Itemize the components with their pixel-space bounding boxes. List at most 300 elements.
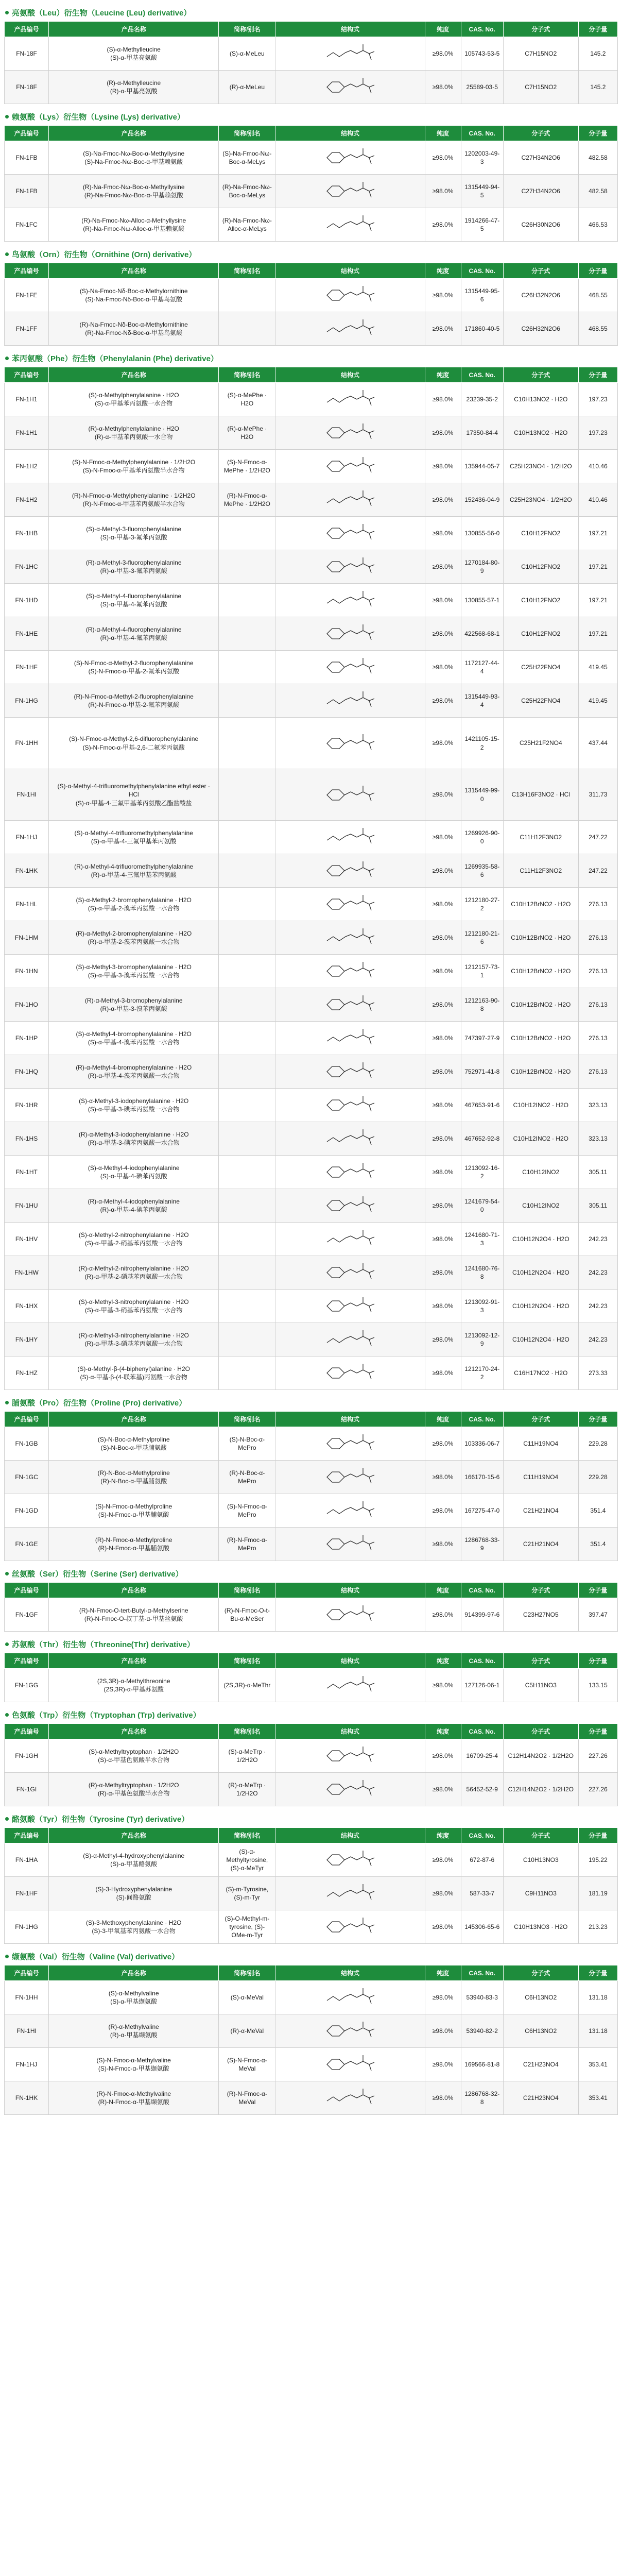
cell-cas: 135944-05-7 bbox=[461, 450, 503, 483]
cell-abbr bbox=[219, 1189, 275, 1223]
bullet-icon bbox=[5, 357, 9, 360]
cell-mw: 468.55 bbox=[578, 312, 617, 346]
column-header-name: 产品名称 bbox=[49, 1412, 219, 1427]
table-row bbox=[5, 2048, 618, 2081]
cell-mw: 419.45 bbox=[578, 651, 617, 684]
cell-formula: C25H23NO4 · 1/2H2O bbox=[503, 450, 578, 483]
cell-purity: ≥98.0% bbox=[425, 1461, 461, 1494]
cell-cas: 167275-47-0 bbox=[461, 1494, 503, 1528]
cell-purity: ≥98.0% bbox=[425, 1189, 461, 1223]
cell-abbr bbox=[219, 888, 275, 921]
cell-code: FN-1FB bbox=[5, 141, 49, 175]
column-header-name: 产品名称 bbox=[49, 126, 219, 141]
table-row bbox=[5, 1739, 618, 1773]
column-header-abbr: 简称/别名 bbox=[219, 1653, 275, 1669]
cell-cas: 1212157-73-1 bbox=[461, 955, 503, 988]
cell-abbr bbox=[219, 279, 275, 312]
column-header-mw: 分子量 bbox=[578, 1828, 617, 1843]
cell-mw: 276.13 bbox=[578, 1022, 617, 1055]
product-table bbox=[4, 21, 618, 104]
cell-cas: 1269935-58-6 bbox=[461, 854, 503, 888]
table-row bbox=[5, 854, 618, 888]
column-header-purity: 纯度 bbox=[425, 126, 461, 141]
cell-formula: C21H23NO4 bbox=[503, 2048, 578, 2081]
column-header-code: 产品编号 bbox=[5, 1583, 49, 1598]
cell-code: FN-1FF bbox=[5, 312, 49, 346]
table-row bbox=[5, 1290, 618, 1323]
cell-formula: C10H12FNO2 bbox=[503, 584, 578, 617]
structure-cell bbox=[275, 1910, 425, 1944]
structure-icon bbox=[317, 1091, 384, 1120]
cell-purity: ≥98.0% bbox=[425, 1427, 461, 1461]
structure-cell bbox=[275, 1189, 425, 1223]
cell-cas: 1212163-90-8 bbox=[461, 988, 503, 1022]
structure-icon bbox=[317, 686, 384, 715]
structure-cell bbox=[275, 1290, 425, 1323]
cell-mw: 145.2 bbox=[578, 37, 617, 71]
cell-purity: ≥98.0% bbox=[425, 1055, 461, 1089]
column-header-mw: 分子量 bbox=[578, 22, 617, 37]
cell-formula: C12H14N2O2 · 1/2H2O bbox=[503, 1739, 578, 1773]
section-title-text: 色氨酸（Trp）衍生物（Tryptophan (Trp) derivative） bbox=[12, 1711, 201, 1720]
cell-mw: 466.53 bbox=[578, 208, 617, 242]
cell-purity: ≥98.0% bbox=[425, 37, 461, 71]
cell-mw: 482.58 bbox=[578, 175, 617, 208]
bullet-icon bbox=[5, 1713, 9, 1717]
cell-formula: C10H12FNO2 bbox=[503, 617, 578, 651]
structure-cell bbox=[275, 1357, 425, 1390]
cell-abbr bbox=[219, 718, 275, 769]
bullet-icon bbox=[5, 11, 9, 14]
column-header-formula: 分子式 bbox=[503, 1412, 578, 1427]
cell-abbr: (S)-α-MeTrp · 1/2H2O bbox=[219, 1739, 275, 1773]
cell-formula: C12H14N2O2 · 1/2H2O bbox=[503, 1773, 578, 1806]
cell-code: FN-1HT bbox=[5, 1156, 49, 1189]
cell-formula: C10H12N2O4 · H2O bbox=[503, 1223, 578, 1256]
cell-formula: C11H19NO4 bbox=[503, 1427, 578, 1461]
structure-cell bbox=[275, 1461, 425, 1494]
structure-cell bbox=[275, 1427, 425, 1461]
table-row bbox=[5, 141, 618, 175]
cell-formula: C27H34N2O6 bbox=[503, 175, 578, 208]
cell-cas: 914399-97-6 bbox=[461, 1598, 503, 1632]
cell-cas: 1241679-54-0 bbox=[461, 1189, 503, 1223]
cell-formula: C13H16F3NO2 · HCl bbox=[503, 769, 578, 821]
column-header-cas: CAS. No. bbox=[461, 367, 503, 383]
column-header-name: 产品名称 bbox=[49, 1583, 219, 1598]
structure-cell bbox=[275, 483, 425, 517]
cell-code: FN-1HV bbox=[5, 1223, 49, 1256]
column-header-abbr: 简称/别名 bbox=[219, 1965, 275, 1981]
cell-abbr bbox=[219, 1323, 275, 1357]
section-title-text: 丝氨酸（Ser）衍生物（Serine (Ser) derivative） bbox=[12, 1570, 183, 1579]
section-title-text: 苯丙氨酸（Phe）衍生物（Phenylalanin (Phe) derivative） bbox=[12, 354, 218, 363]
column-header-abbr: 简称/别名 bbox=[219, 126, 275, 141]
cell-name: (S)-α-Methyl-4-iodophenylalanine (S)-α-甲基-4-碘苯丙氨酸 bbox=[49, 1156, 219, 1189]
cell-mw: 305.11 bbox=[578, 1189, 617, 1223]
table-header-row bbox=[5, 1653, 618, 1669]
cell-code: FN-1HN bbox=[5, 955, 49, 988]
section-title bbox=[4, 1948, 618, 1965]
cell-mw: 482.58 bbox=[578, 141, 617, 175]
cell-abbr: (S)-N-Fmoc-α-MePro bbox=[219, 1494, 275, 1528]
column-header-name: 产品名称 bbox=[49, 1724, 219, 1739]
column-header-formula: 分子式 bbox=[503, 22, 578, 37]
cell-name: (R)-α-Methylphenylalanine · H2O (R)-α-甲基苯丙氨酸一水合物 bbox=[49, 416, 219, 450]
structure-cell bbox=[275, 684, 425, 718]
cell-formula: C26H32N2O6 bbox=[503, 279, 578, 312]
table-header-row bbox=[5, 1412, 618, 1427]
cell-abbr bbox=[219, 1022, 275, 1055]
table-header-row bbox=[5, 126, 618, 141]
cell-formula: C10H12INO2 bbox=[503, 1189, 578, 1223]
column-header-mw: 分子量 bbox=[578, 367, 617, 383]
cell-code: FN-1HM bbox=[5, 921, 49, 955]
column-header-cas: CAS. No. bbox=[461, 1828, 503, 1843]
cell-name: (R)-N-Fmoc-α-Methyl-2-fluorophenylalanine (R)-N-Fmoc-α-甲基-2-氟苯丙氨酸 bbox=[49, 684, 219, 718]
structure-icon bbox=[317, 1530, 384, 1558]
cell-abbr: (R)-N-Fmoc-α-MePro bbox=[219, 1528, 275, 1561]
cell-abbr: (S)-N-Boc-α-MePro bbox=[219, 1427, 275, 1461]
product-table bbox=[4, 263, 618, 346]
product-table bbox=[4, 1827, 618, 1944]
structure-cell bbox=[275, 584, 425, 617]
column-header-structure: 结构式 bbox=[275, 126, 425, 141]
column-header-formula: 分子式 bbox=[503, 1724, 578, 1739]
column-header-mw: 分子量 bbox=[578, 1724, 617, 1739]
column-header-cas: CAS. No. bbox=[461, 1965, 503, 1981]
column-header-abbr: 简称/别名 bbox=[219, 1412, 275, 1427]
cell-code: FN-1HF bbox=[5, 651, 49, 684]
cell-cas: 16709-25-4 bbox=[461, 1739, 503, 1773]
structure-icon bbox=[317, 619, 384, 648]
cell-name: (R)-α-Methyl-3-iodophenylalanine · H2O (R)-α-甲基-3-碘苯丙氨酸一水合物 bbox=[49, 1122, 219, 1156]
cell-cas: 169566-81-8 bbox=[461, 2048, 503, 2081]
cell-name: (R)-α-Methyl-4-fluorophenylalanine (R)-α-甲基-4-氟苯丙氨酸 bbox=[49, 617, 219, 651]
structure-icon bbox=[317, 177, 384, 206]
cell-purity: ≥98.0% bbox=[425, 2014, 461, 2048]
structure-icon bbox=[317, 1158, 384, 1187]
table-row bbox=[5, 921, 618, 955]
product-section bbox=[4, 108, 618, 242]
cell-abbr: (R)-Na-Fmoc-Nω-Boc-α-MeLys bbox=[219, 175, 275, 208]
column-header-code: 产品编号 bbox=[5, 1828, 49, 1843]
cell-name: (R)-N-Fmoc-α-Methylphenylalanine · 1/2H2O (R)-N-Fmoc-α-甲基苯丙氨酸半水合物 bbox=[49, 483, 219, 517]
section-title bbox=[4, 108, 618, 125]
cell-name: (S)-α-Methyl-4-trifluoromethylphenylalanine ethyl ester · HCl (S)-α-甲基-4-三氟甲基苯丙氨酸乙酯盐酸盐 bbox=[49, 769, 219, 821]
structure-cell bbox=[275, 1323, 425, 1357]
structure-cell bbox=[275, 1981, 425, 2014]
cell-cas: 1202003-49-3 bbox=[461, 141, 503, 175]
cell-code: FN-1FC bbox=[5, 208, 49, 242]
column-header-cas: CAS. No. bbox=[461, 263, 503, 279]
section-title-text: 酪氨酸（Tyr）衍生物（Tyrosine (Tyr) derivative） bbox=[12, 1815, 189, 1824]
structure-icon bbox=[317, 1057, 384, 1086]
cell-formula: C10H12N2O4 · H2O bbox=[503, 1256, 578, 1290]
cell-cas: 467653-91-6 bbox=[461, 1089, 503, 1122]
structure-cell bbox=[275, 1669, 425, 1702]
cell-mw: 437.44 bbox=[578, 718, 617, 769]
structure-icon bbox=[317, 653, 384, 682]
structure-icon bbox=[317, 1325, 384, 1354]
cell-code: FN-1HR bbox=[5, 1089, 49, 1122]
column-header-mw: 分子量 bbox=[578, 263, 617, 279]
cell-purity: ≥98.0% bbox=[425, 617, 461, 651]
table-row bbox=[5, 651, 618, 684]
cell-code: FN-1HW bbox=[5, 1256, 49, 1290]
structure-cell bbox=[275, 175, 425, 208]
cell-formula: C6H13NO2 bbox=[503, 1981, 578, 2014]
cell-mw: 242.23 bbox=[578, 1223, 617, 1256]
cell-name: (2S,3R)-α-Methylthreonine (2S,3R)-α-甲基苏氨酸 bbox=[49, 1669, 219, 1702]
cell-purity: ≥98.0% bbox=[425, 450, 461, 483]
cell-code: FN-1GG bbox=[5, 1669, 49, 1702]
bullet-icon bbox=[5, 252, 9, 256]
structure-cell bbox=[275, 1494, 425, 1528]
column-header-formula: 分子式 bbox=[503, 126, 578, 141]
cell-mw: 131.18 bbox=[578, 2014, 617, 2048]
column-header-code: 产品编号 bbox=[5, 1412, 49, 1427]
cell-mw: 323.13 bbox=[578, 1089, 617, 1122]
cell-code: FN-1HG bbox=[5, 684, 49, 718]
cell-formula: C25H23NO4 · 1/2H2O bbox=[503, 483, 578, 517]
cell-formula: C10H12FNO2 bbox=[503, 550, 578, 584]
table-row bbox=[5, 821, 618, 854]
table-row bbox=[5, 517, 618, 550]
structure-icon bbox=[317, 957, 384, 986]
column-header-code: 产品编号 bbox=[5, 263, 49, 279]
structure-cell bbox=[275, 279, 425, 312]
cell-formula: C10H13NO2 · H2O bbox=[503, 383, 578, 416]
cell-formula: C25H21F2NO4 bbox=[503, 718, 578, 769]
cell-formula: C7H15NO2 bbox=[503, 37, 578, 71]
structure-icon bbox=[317, 385, 384, 414]
section-title bbox=[4, 350, 618, 367]
section-title bbox=[4, 1394, 618, 1411]
cell-cas: 53940-83-3 bbox=[461, 1981, 503, 2014]
cell-abbr bbox=[219, 1223, 275, 1256]
column-header-cas: CAS. No. bbox=[461, 1412, 503, 1427]
cell-mw: 305.11 bbox=[578, 1156, 617, 1189]
table-row bbox=[5, 483, 618, 517]
table-header-row bbox=[5, 1583, 618, 1598]
cell-cas: 105743-53-5 bbox=[461, 37, 503, 71]
column-header-structure: 结构式 bbox=[275, 22, 425, 37]
table-row bbox=[5, 1494, 618, 1528]
structure-cell bbox=[275, 1843, 425, 1877]
table-row bbox=[5, 450, 618, 483]
cell-code: FN-1HG bbox=[5, 1910, 49, 1944]
structure-cell bbox=[275, 769, 425, 821]
bullet-icon bbox=[5, 115, 9, 118]
structure-cell bbox=[275, 651, 425, 684]
cell-abbr bbox=[219, 1156, 275, 1189]
cell-name: (S)-N-Fmoc-α-Methylphenylalanine · 1/2H2O (S)-N-Fmoc-α-甲基苯丙氨酸半水合物 bbox=[49, 450, 219, 483]
structure-icon bbox=[317, 1024, 384, 1053]
column-header-mw: 分子量 bbox=[578, 1583, 617, 1598]
structure-cell bbox=[275, 1256, 425, 1290]
section-title bbox=[4, 1706, 618, 1723]
column-header-structure: 结构式 bbox=[275, 1412, 425, 1427]
cell-mw: 353.41 bbox=[578, 2081, 617, 2115]
section-title bbox=[4, 4, 618, 21]
table-row bbox=[5, 1981, 618, 2014]
column-header-formula: 分子式 bbox=[503, 1653, 578, 1669]
cell-mw: 227.26 bbox=[578, 1773, 617, 1806]
table-row bbox=[5, 383, 618, 416]
cell-mw: 276.13 bbox=[578, 888, 617, 921]
cell-cas: 23239-35-2 bbox=[461, 383, 503, 416]
cell-purity: ≥98.0% bbox=[425, 1290, 461, 1323]
cell-formula: C10H13NO3 bbox=[503, 1843, 578, 1877]
cell-abbr bbox=[219, 854, 275, 888]
column-header-purity: 纯度 bbox=[425, 1828, 461, 1843]
cell-formula: C11H12F3NO2 bbox=[503, 821, 578, 854]
cell-name: (R)-α-Methyltryptophan · 1/2H2O (R)-α-甲基色氨酸半水合物 bbox=[49, 1773, 219, 1806]
cell-mw: 323.13 bbox=[578, 1122, 617, 1156]
structure-cell bbox=[275, 1739, 425, 1773]
cell-formula: C21H21NO4 bbox=[503, 1494, 578, 1528]
table-header-row bbox=[5, 263, 618, 279]
structure-icon bbox=[317, 1124, 384, 1153]
cell-abbr bbox=[219, 1089, 275, 1122]
table-header-row bbox=[5, 1828, 618, 1843]
cell-name: (S)-Na-Fmoc-Nω-Boc-α-Methyllysine (S)-Na-Fmoc-Nω-Boc-α-甲基赖氨酸 bbox=[49, 141, 219, 175]
structure-cell bbox=[275, 37, 425, 71]
structure-cell bbox=[275, 383, 425, 416]
cell-purity: ≥98.0% bbox=[425, 1122, 461, 1156]
column-header-abbr: 简称/别名 bbox=[219, 22, 275, 37]
structure-icon bbox=[317, 1983, 384, 2012]
cell-name: (R)-α-Methyl-4-trifluoromethylphenylalanine (R)-α-甲基-4-三氟甲基苯丙氨酸 bbox=[49, 854, 219, 888]
structure-icon bbox=[317, 1359, 384, 1387]
cell-abbr bbox=[219, 1055, 275, 1089]
cell-abbr bbox=[219, 1357, 275, 1390]
cell-mw: 197.21 bbox=[578, 517, 617, 550]
section-title bbox=[4, 1636, 618, 1653]
cell-abbr: (R)-N-Fmoc-α-MePhe · 1/2H2O bbox=[219, 483, 275, 517]
cell-purity: ≥98.0% bbox=[425, 921, 461, 955]
cell-mw: 247.22 bbox=[578, 854, 617, 888]
cell-code: FN-1H1 bbox=[5, 416, 49, 450]
cell-code: FN-18F bbox=[5, 71, 49, 104]
structure-icon bbox=[317, 823, 384, 852]
cell-name: (S)-α-Methyl-4-hydroxyphenylalanine (S)-α-甲基酪氨酸 bbox=[49, 1843, 219, 1877]
product-section bbox=[4, 1565, 618, 1632]
cell-purity: ≥98.0% bbox=[425, 141, 461, 175]
structure-icon bbox=[317, 990, 384, 1019]
section-title-text: 苏氨酸（Thr）衍生物（Threonine(Thr) derivative） bbox=[12, 1640, 195, 1649]
cell-purity: ≥98.0% bbox=[425, 1089, 461, 1122]
structure-icon bbox=[317, 519, 384, 548]
bullet-icon bbox=[5, 1642, 9, 1646]
cell-mw: 419.45 bbox=[578, 684, 617, 718]
product-table bbox=[4, 125, 618, 242]
column-header-code: 产品编号 bbox=[5, 1965, 49, 1981]
cell-abbr bbox=[219, 584, 275, 617]
cell-mw: 273.33 bbox=[578, 1357, 617, 1390]
cell-formula: C10H12INO2 · H2O bbox=[503, 1089, 578, 1122]
cell-abbr bbox=[219, 1290, 275, 1323]
column-header-cas: CAS. No. bbox=[461, 1653, 503, 1669]
cell-mw: 276.13 bbox=[578, 1055, 617, 1089]
table-row bbox=[5, 1843, 618, 1877]
column-header-formula: 分子式 bbox=[503, 1965, 578, 1981]
cell-formula: C16H17NO2 · H2O bbox=[503, 1357, 578, 1390]
cell-formula: C9H11NO3 bbox=[503, 1877, 578, 1910]
structure-icon bbox=[317, 923, 384, 952]
cell-name: (S)-Na-Fmoc-Nδ-Boc-α-Methylornithine (S)-Na-Fmoc-Nδ-Boc-α-甲基鸟氨酸 bbox=[49, 279, 219, 312]
cell-code: FN-1H2 bbox=[5, 450, 49, 483]
cell-abbr bbox=[219, 921, 275, 955]
cell-name: (S)-α-Methyl-3-nitrophenylalanine · H2O (S)-α-甲基-3-硝基苯丙氨酸一水合物 bbox=[49, 1290, 219, 1323]
structure-cell bbox=[275, 2048, 425, 2081]
column-header-structure: 结构式 bbox=[275, 1653, 425, 1669]
cell-code: FN-18F bbox=[5, 37, 49, 71]
cell-name: (R)-α-Methyl-2-bromophenylalanine · H2O (R)-α-甲基-2-溴苯丙氨酸一水合物 bbox=[49, 921, 219, 955]
cell-mw: 468.55 bbox=[578, 279, 617, 312]
table-row bbox=[5, 1323, 618, 1357]
column-header-structure: 结构式 bbox=[275, 1724, 425, 1739]
cell-mw: 397.47 bbox=[578, 1598, 617, 1632]
cell-name: (S)-α-Methylphenylalanine · H2O (S)-α-甲基苯丙氨酸一水合物 bbox=[49, 383, 219, 416]
cell-mw: 410.46 bbox=[578, 450, 617, 483]
cell-cas: 1212180-21-6 bbox=[461, 921, 503, 955]
structure-cell bbox=[275, 1022, 425, 1055]
cell-cas: 1315449-95-6 bbox=[461, 279, 503, 312]
structure-cell bbox=[275, 450, 425, 483]
column-header-code: 产品编号 bbox=[5, 1724, 49, 1739]
cell-cas: 1269926-90-0 bbox=[461, 821, 503, 854]
cell-name: (S)-α-Methyl-2-bromophenylalanine · H2O (S)-α-甲基-2-溴苯丙氨酸一水合物 bbox=[49, 888, 219, 921]
cell-cas: 672-87-6 bbox=[461, 1843, 503, 1877]
cell-abbr: (R)-N-Fmoc-O-t-Bu-α-MeSer bbox=[219, 1598, 275, 1632]
cell-code: FN-1HY bbox=[5, 1323, 49, 1357]
column-header-purity: 纯度 bbox=[425, 263, 461, 279]
column-header-purity: 纯度 bbox=[425, 1724, 461, 1739]
table-row bbox=[5, 1427, 618, 1461]
column-header-purity: 纯度 bbox=[425, 1412, 461, 1427]
table-row bbox=[5, 718, 618, 769]
cell-mw: 197.21 bbox=[578, 584, 617, 617]
structure-cell bbox=[275, 821, 425, 854]
cell-code: FN-1HB bbox=[5, 517, 49, 550]
table-row bbox=[5, 1877, 618, 1910]
table-row bbox=[5, 1089, 618, 1122]
structure-icon bbox=[317, 39, 384, 68]
cell-formula: C23H27NO5 bbox=[503, 1598, 578, 1632]
table-row bbox=[5, 175, 618, 208]
cell-abbr: (S)-α-Methyltyrosine, (S)-α-MeTyr bbox=[219, 1843, 275, 1877]
table-row bbox=[5, 279, 618, 312]
column-header-name: 产品名称 bbox=[49, 1828, 219, 1843]
structure-icon bbox=[317, 1191, 384, 1220]
cell-name: (S)-N-Boc-α-Methylproline (S)-N-Boc-α-甲基脯氨酸 bbox=[49, 1427, 219, 1461]
cell-abbr bbox=[219, 312, 275, 346]
cell-purity: ≥98.0% bbox=[425, 1739, 461, 1773]
structure-icon bbox=[317, 73, 384, 101]
column-header-formula: 分子式 bbox=[503, 1583, 578, 1598]
structure-cell bbox=[275, 416, 425, 450]
structure-cell bbox=[275, 988, 425, 1022]
cell-cas: 130855-56-0 bbox=[461, 517, 503, 550]
structure-icon bbox=[317, 856, 384, 885]
cell-mw: 276.13 bbox=[578, 955, 617, 988]
cell-code: FN-1H1 bbox=[5, 383, 49, 416]
structure-icon bbox=[317, 1258, 384, 1287]
cell-code: FN-1GB bbox=[5, 1427, 49, 1461]
table-row bbox=[5, 584, 618, 617]
